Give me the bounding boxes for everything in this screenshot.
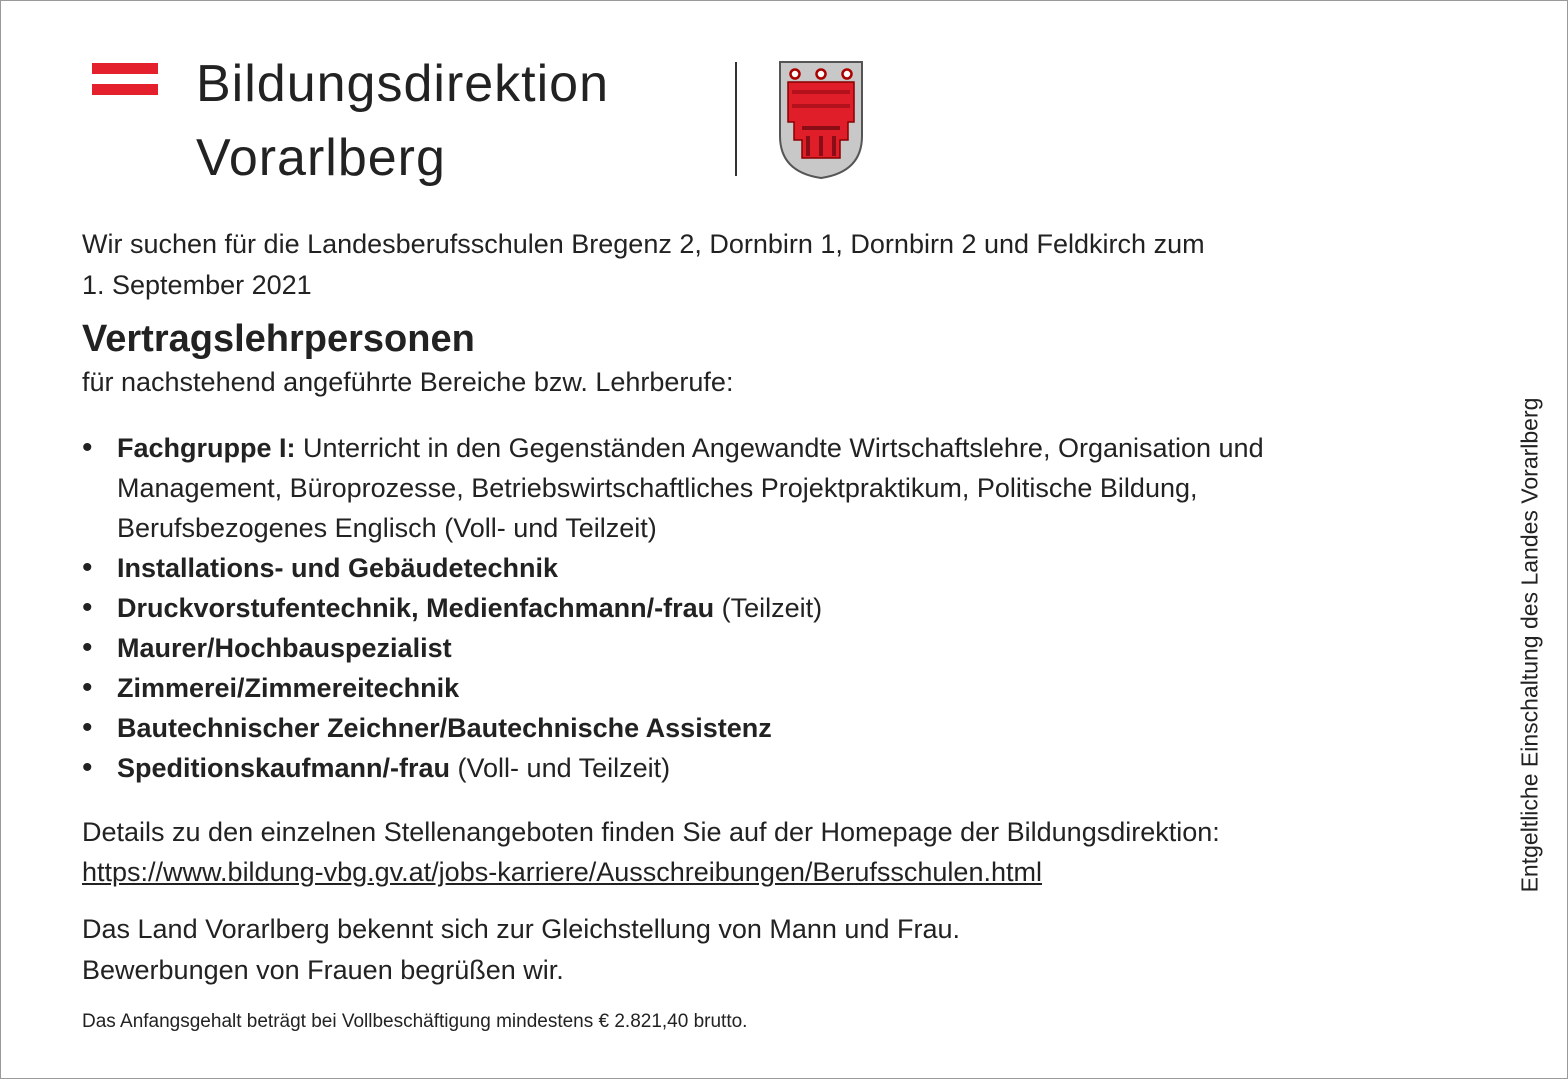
equality-line-2: Bewerbungen von Frauen begrüßen wir. bbox=[82, 955, 564, 985]
list-item bbox=[82, 708, 1402, 748]
paid-ad-notice: Entgeltliche Einschaltung des Landes Vorarlberg bbox=[1516, 397, 1543, 893]
job-list bbox=[82, 428, 1402, 788]
list-item bbox=[82, 588, 1402, 628]
logo-subtitle: Vorarlberg bbox=[196, 129, 446, 187]
logo-title: Bildungsdirektion bbox=[196, 55, 610, 113]
coat-of-arms-icon bbox=[778, 60, 864, 180]
list-item bbox=[82, 668, 1402, 708]
list-item-title: Speditionskaufmann/-frau bbox=[117, 753, 451, 783]
list-item-text: (Teilzeit) bbox=[714, 593, 823, 623]
list-item-title: Fachgruppe I: bbox=[117, 433, 296, 463]
list-item bbox=[82, 748, 1402, 788]
logo-divider bbox=[735, 62, 737, 176]
list-item-title: Installations- und Gebäudetechnik bbox=[117, 553, 559, 583]
list-item bbox=[82, 628, 1402, 668]
list-item-title: Bautechnischer Zeichner/Bautechnische Assistenz bbox=[117, 713, 772, 743]
page-title: Vertragslehrpersonen bbox=[82, 318, 475, 360]
intro-line-2: 1. September 2021 bbox=[82, 270, 312, 300]
austria-flag-lower-stripe bbox=[92, 84, 158, 95]
intro-text bbox=[82, 224, 1412, 306]
equality-statement bbox=[82, 909, 960, 991]
details-section bbox=[82, 812, 1220, 892]
equality-line-1: Das Land Vorarlberg bekennt sich zur Gleichstellung von Mann und Frau. bbox=[82, 914, 961, 944]
jobs-link[interactable]: https://www.bildung-vbg.gv.at/jobs-karriere/Ausschreibungen/Berufsschulen.html bbox=[82, 857, 1042, 887]
details-text: Details zu den einzelnen Stellenangeboten finden Sie auf der Homepage der Bildungsdirektion: bbox=[82, 817, 1220, 847]
list-item-title: Zimmerei/Zimmereitechnik bbox=[117, 673, 460, 703]
list-item-title: Druckvorstufentechnik, Medienfachmann/-frau bbox=[117, 593, 715, 623]
list-item-text: Unterricht in den Gegenständen Angewandte Wirtschaftslehre, Organisation und Management, Büroprozesse, Betriebswirtschaftliches Projektpraktikum, Politische Bildung, Berufsbezogenes Englisch (Voll- und Teilzeit) bbox=[117, 433, 1264, 543]
list-item-title: Maurer/Hochbauspezialist bbox=[117, 633, 452, 663]
page-subtitle: für nachstehend angeführte Bereiche bzw. Lehrberufe: bbox=[82, 367, 734, 397]
austria-flag-white-stripe bbox=[92, 74, 158, 83]
list-item bbox=[82, 548, 1402, 588]
austria-flag-icon bbox=[92, 63, 158, 74]
list-item-text: (Voll- und Teilzeit) bbox=[450, 753, 671, 783]
list-item bbox=[82, 428, 1402, 548]
intro-line-1: Wir suchen für die Landesberufsschulen Bregenz 2, Dornbirn 1, Dornbirn 2 und Feldkirch zum bbox=[82, 229, 1205, 259]
salary-note: Das Anfangsgehalt beträgt bei Vollbeschäftigung mindestens € 2.821,40 brutto. bbox=[82, 1011, 748, 1032]
